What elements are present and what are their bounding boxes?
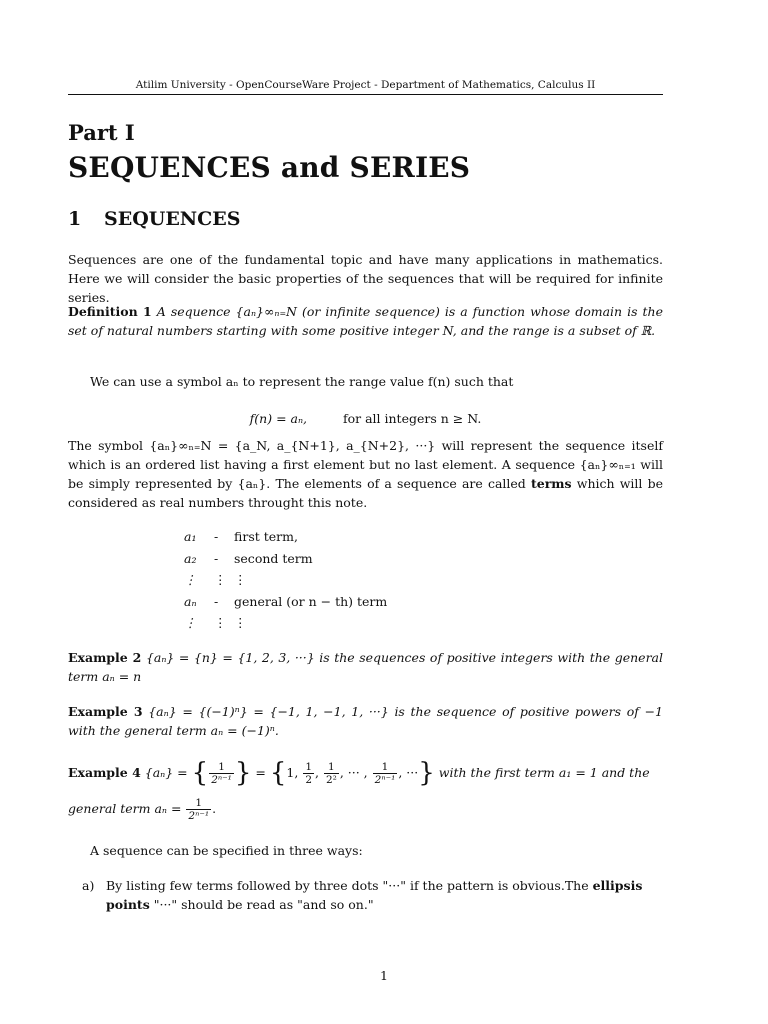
definition-block <box>68 302 663 340</box>
example-4-general-term: general term aₙ = $\frac{1}{\text{2ⁿ⁻¹}}$ . <box>68 797 217 822</box>
term-row <box>184 612 387 634</box>
fraction <box>209 761 234 786</box>
left-brace: { <box>191 758 209 788</box>
fraction-numerator: 1 <box>186 797 211 810</box>
term-description: first term, <box>234 529 298 544</box>
term-row <box>184 591 387 613</box>
example-2-math: {aₙ} = {n} = {1, 2, 3, ···} <box>145 650 315 665</box>
ellipsis-points-term: ellipsis points <box>106 878 643 912</box>
fraction <box>373 761 398 786</box>
terms-keyword: terms <box>530 476 572 491</box>
example-3-text: is the sequence of positive powers of −1 with the general term aₙ = (−1)ⁿ. <box>68 704 664 738</box>
fraction <box>186 797 211 822</box>
fraction-denominator: 2ⁿ⁻¹ <box>211 774 232 786</box>
fraction <box>324 761 339 786</box>
list-item-body <box>106 876 663 914</box>
term-symbol: aₙ <box>184 593 197 609</box>
term-row <box>184 526 387 548</box>
fraction-numerator: 1 <box>324 761 339 774</box>
ellipsis: , ··· , <box>339 765 368 780</box>
fraction-numerator: 1 <box>305 761 312 773</box>
equation-rhs: for all integers n ≥ N. <box>342 411 482 426</box>
term-symbol: a₂ <box>184 550 197 566</box>
list-item-text-2: "···" should be read as "and so on." <box>153 897 374 912</box>
fraction-numerator: 1 <box>373 761 398 774</box>
part-label: Part I <box>68 120 135 145</box>
term-dash: - <box>214 550 219 566</box>
list-item-text-1: By listing few terms followed by three dots "···" if the pattern is obvious.The <box>106 878 589 893</box>
fraction-denominator: 2ⁿ⁻¹ <box>374 774 396 786</box>
example-3 <box>68 702 663 740</box>
fraction-denominator: 2² <box>325 774 337 786</box>
example-2 <box>68 648 663 686</box>
term-description: second term <box>234 550 313 566</box>
intro-paragraph: Sequences are one of the fundamental topic and have many applications in mathematics. Here we will consider the basic properties of the sequences that will be required for infinite series. <box>68 252 663 305</box>
section-title: SEQUENCES <box>104 208 241 230</box>
term-description: ⋮ <box>234 615 247 630</box>
fraction-numerator: 1 <box>209 761 234 774</box>
ways-intro: A sequence can be specified in three ways: <box>90 843 363 858</box>
section-heading <box>68 208 241 230</box>
display-equation <box>68 409 663 428</box>
term-row <box>184 569 387 591</box>
example-4-label: Example 4 <box>68 765 141 780</box>
term-dash: - <box>214 593 219 609</box>
section-number: 1 <box>68 208 82 230</box>
example-4-text: with the first term a₁ = 1 and the <box>438 765 650 780</box>
term-symbol: ⋮ <box>184 615 197 630</box>
right-brace: } <box>418 758 435 788</box>
chapter-title: SEQUENCES and SERIES <box>68 151 471 184</box>
term-dash: ⋮ <box>214 572 227 587</box>
fraction-denominator: 2 <box>305 774 312 786</box>
list-item-a <box>82 876 663 914</box>
example-3-label: Example 3 <box>68 704 143 719</box>
example-4-lhs: {aₙ} = <box>144 765 188 780</box>
example-3-math: {aₙ} = {(−1)ⁿ} = {−1, 1, −1, 1, ···} <box>148 704 389 719</box>
term-row <box>184 548 387 570</box>
term-dash: - <box>214 529 219 544</box>
symbol-paragraph-part2: which will be considered as real numbers throught this note. <box>68 476 663 510</box>
symbol-paragraph-part1: The symbol {aₙ}∞ₙ₌N = {a_N, a_{N+1}, a_{N+2}, ···} will represent the sequence itself which is an ordered list having a first element but no last element. A sequence {aₙ}∞ₙ₌₁ will be simply represented by {aₙ}. The elements of a sequence are called <box>68 438 663 491</box>
term-description: ⋮ <box>234 572 247 587</box>
definition-text: A sequence {aₙ}∞ₙ₌N (or infinite sequence) is a function whose domain is the set of natural numbers starting with some positive integer N, and the range is a subset of ℝ. <box>68 304 663 338</box>
terms-table <box>184 526 387 634</box>
term-dash: ⋮ <box>214 615 227 630</box>
general-term-prefix: general term aₙ = <box>68 801 182 816</box>
list-marker: a) <box>82 878 95 893</box>
term-symbol: a₁ <box>184 529 197 544</box>
running-header: Atilim University - OpenCourseWare Project - Department of Mathematics, Calculus II <box>135 79 596 91</box>
example-2-text: is the sequences of positive integers with the general term aₙ = n <box>68 650 663 684</box>
ellipsis-end: , ··· <box>398 765 419 780</box>
term-description: general (or n − th) term <box>234 593 388 609</box>
fraction <box>303 761 314 786</box>
example-4: Example 4 {aₙ} = { $\frac{1}{\text{2ⁿ⁻¹}}$ } = {1, $\frac{1}{2}$ , $\frac{1}{\text{2²}}$ , ··· , $\frac{1}{\text{2ⁿ⁻¹}}$ , ···} with the first term a₁ = 1 and the <box>68 758 650 788</box>
equation-lhs: f(n) = aₙ, <box>249 411 308 426</box>
page-number: 1 <box>380 968 388 983</box>
header-rule <box>68 94 663 95</box>
symbol-intro: We can use a symbol aₙ to represent the range value f(n) such that <box>90 374 514 389</box>
fraction-denominator: 2ⁿ⁻¹ <box>188 810 210 822</box>
symbol-paragraph <box>68 436 663 512</box>
right-brace: } <box>234 758 252 788</box>
list-start: 1, <box>286 765 299 780</box>
example-2-label: Example 2 <box>68 650 142 665</box>
left-brace: { <box>269 758 287 788</box>
definition-label: Definition 1 <box>68 304 152 319</box>
term-symbol: ⋮ <box>184 572 197 587</box>
